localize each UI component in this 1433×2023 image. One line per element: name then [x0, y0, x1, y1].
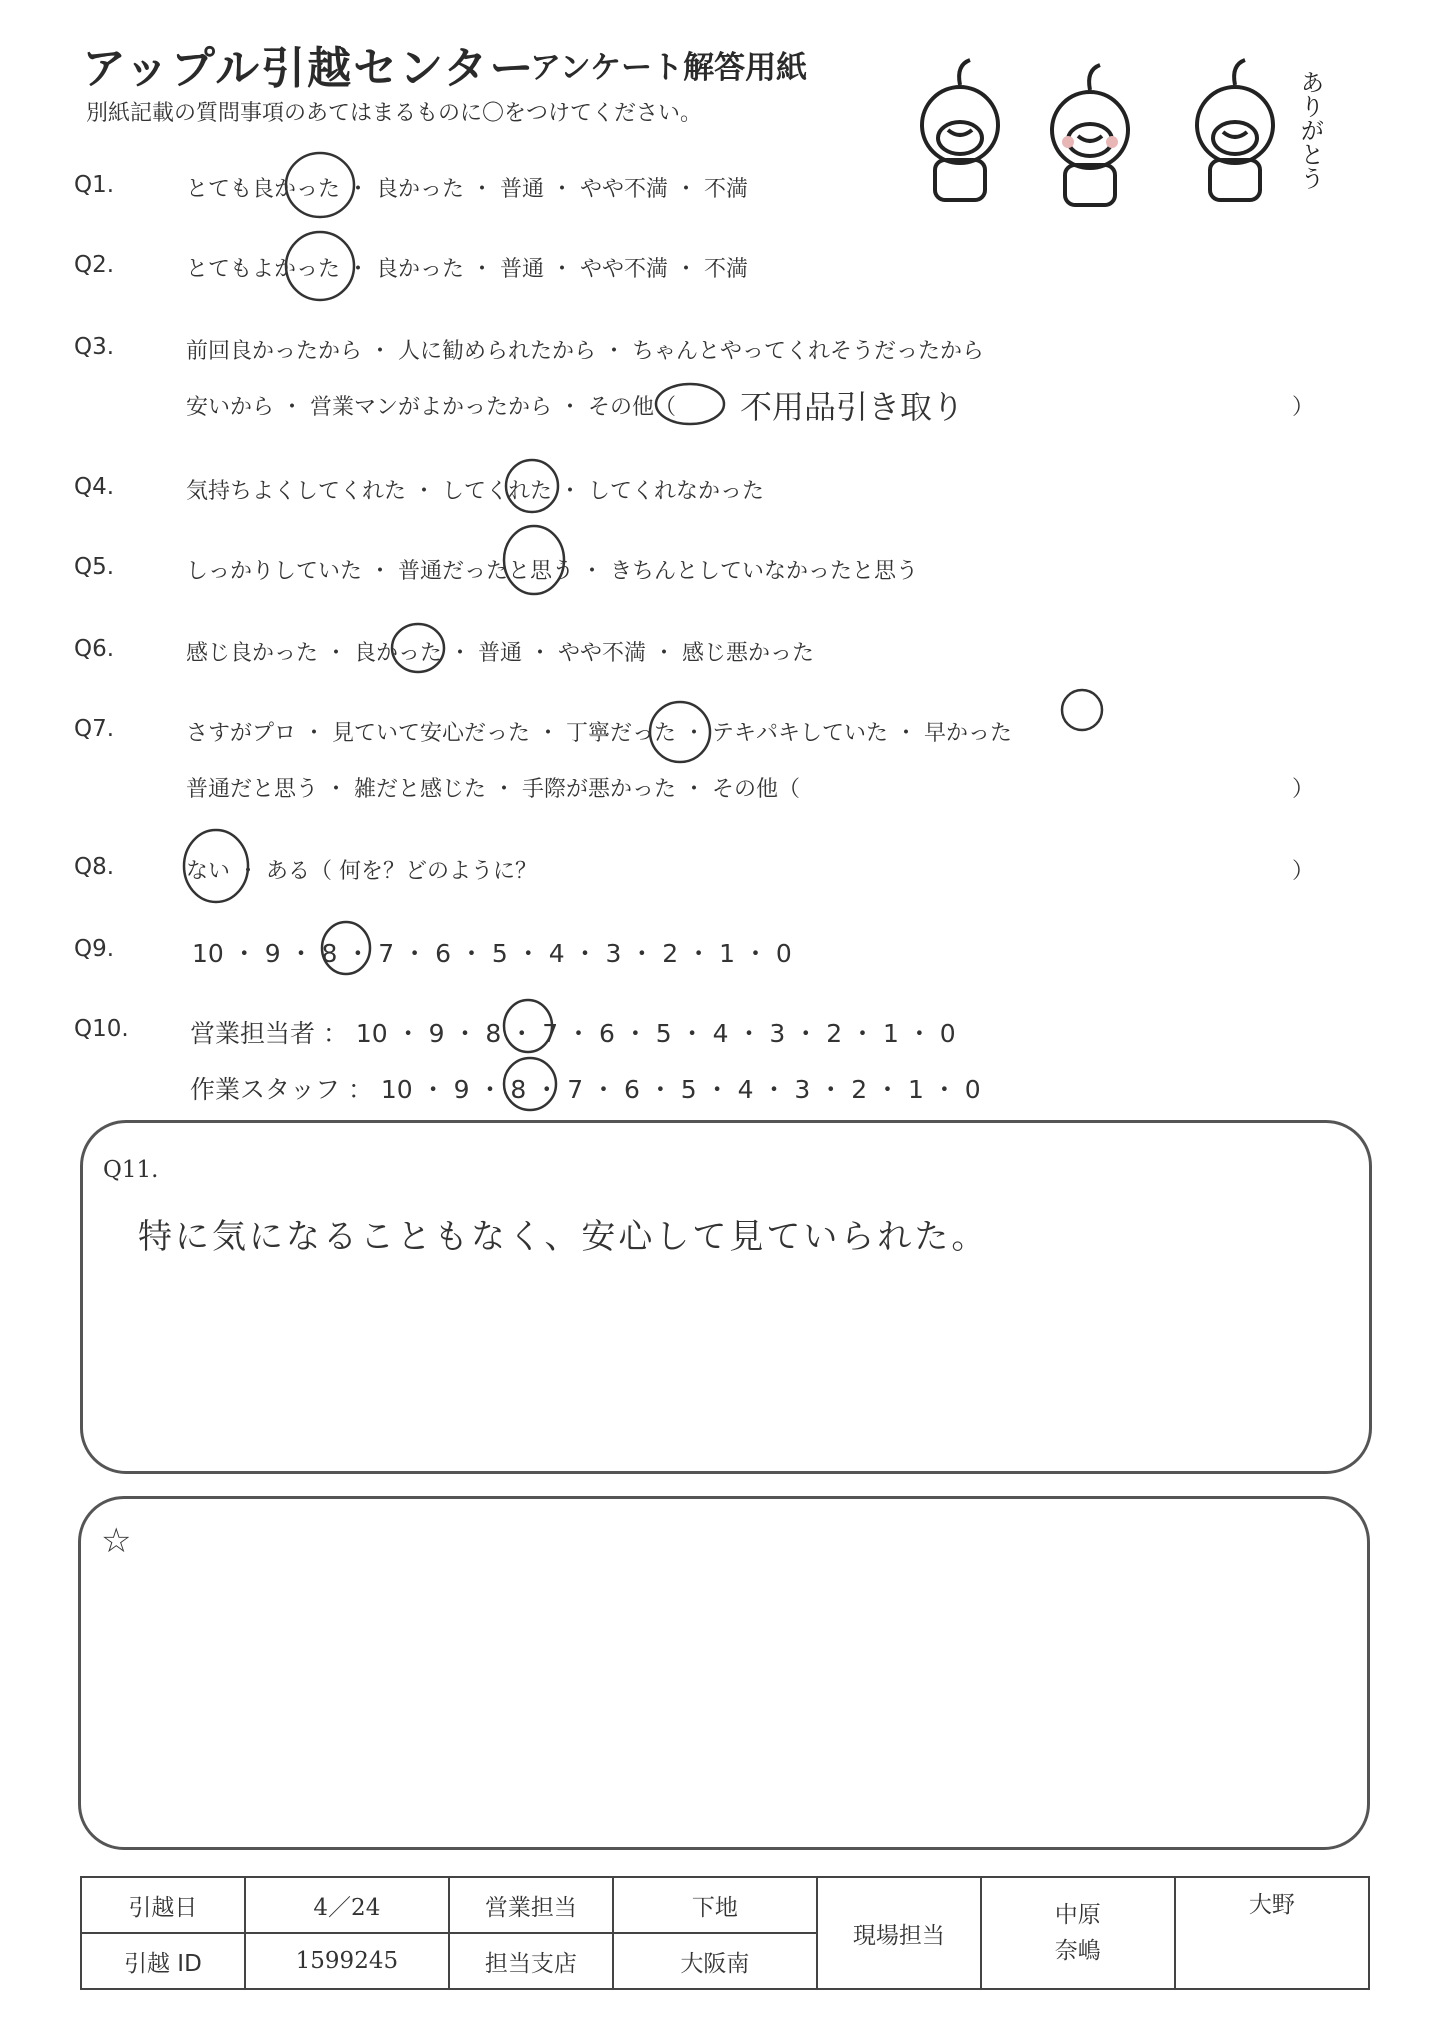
- q10-staff-selected-circle: [504, 1058, 556, 1110]
- q9-label: Q9.: [74, 936, 115, 962]
- q7-options-line1: さすがプロ ・ 見ていて安心だった ・ 丁寧だった ・ テキパキしていた ・ 早かった: [186, 721, 1012, 746]
- site-staff-1: 中原: [1054, 1902, 1101, 1928]
- q10-staff-scale: 作業スタッフ ： 10 ・ 9 ・ 8 ・ 7 ・ 6 ・ 5 ・ 4 ・ 3 ・ 2 ・ 1 ・ 0: [190, 1075, 981, 1104]
- q8-options: ない ・ ある（ 何を？どのように？: [186, 859, 537, 884]
- branch-label: 担当支店: [449, 1933, 613, 1989]
- thanks-text: ありがとう: [1296, 70, 1324, 190]
- q3-selected-circle: [656, 384, 724, 424]
- q11-label: Q11.: [103, 1157, 159, 1183]
- q3-options-line2: 安いから ・ 営業マンがよかったから ・ その他（: [186, 395, 676, 420]
- q7-label: Q7.: [74, 716, 115, 742]
- site-staff-2: 奈嶋: [1054, 1938, 1101, 1964]
- footer-info-table: [80, 1876, 1370, 1990]
- q3-close-paren: ）: [1292, 395, 1315, 420]
- branch-value: 大阪南: [613, 1933, 817, 1989]
- move-date-label: 引越日: [81, 1877, 245, 1933]
- q4-options: 気持ちよくしてくれた ・ してくれた ・ してくれなかった: [186, 479, 764, 504]
- move-id-label: 引越 ID: [81, 1933, 245, 1989]
- q11-comment-box[interactable]: [80, 1120, 1372, 1474]
- q9-scale: 10 ・ 9 ・ 8 ・ 7 ・ 6 ・ 5 ・ 4 ・ 3 ・ 2 ・ 1 ・ 0: [192, 939, 792, 968]
- q1-options: とても良かった ・ 良かった ・ 普通 ・ やや不満 ・ 不満: [186, 177, 748, 202]
- q6-options: 感じ良かった ・ 良かった ・ 普通 ・ やや不満 ・ 感じ悪かった: [186, 641, 814, 666]
- q10-sales-scale: 営業担当者 ： 10 ・ 9 ・ 8 ・ 7 ・ 6 ・ 5 ・ 4 ・ 3 ・ 2 ・ 1 ・ 0: [190, 1019, 956, 1048]
- q5-options: しっかりしていた ・ 普通だったと思う ・ きちんとしていなかったと思う: [186, 559, 918, 584]
- site-staff-3: 大野: [1175, 1877, 1369, 1989]
- q10-sales-selected-circle: [504, 1000, 552, 1052]
- q3-label: Q3.: [74, 334, 115, 360]
- star-comment-box[interactable]: [78, 1496, 1370, 1850]
- q4-selected-circle: [506, 460, 558, 512]
- sales-value: 下地: [613, 1877, 817, 1933]
- site-staff-label: 現場担当: [817, 1877, 981, 1989]
- q4-label: Q4.: [74, 474, 115, 500]
- q5-selected-circle: [504, 526, 564, 594]
- q2-label: Q2.: [74, 252, 115, 278]
- instruction-text: 別紙記載の質問事項のあてはまるものに〇をつけてください。: [86, 101, 703, 126]
- q3-other-answer: 不用品引き取り: [740, 388, 965, 426]
- q1-selected-circle: [286, 153, 354, 217]
- q2-options: とてもよかった ・ 良かった ・ 普通 ・ やや不満 ・ 不満: [186, 257, 748, 282]
- q7-selected-circle-2: [1062, 690, 1102, 730]
- q6-label: Q6.: [74, 636, 115, 662]
- q3-options-line1: 前回良かったから ・ 人に勧められたから ・ ちゃんとやってくれそうだったから: [186, 339, 984, 364]
- q5-label: Q5.: [74, 554, 115, 580]
- q7-close-paren: ）: [1292, 777, 1315, 802]
- q10-label: Q10.: [74, 1016, 129, 1042]
- q9-selected-circle: [322, 922, 370, 974]
- q7-options-line2: 普通だと思う ・ 雑だと感じた ・ 手際が悪かった ・ その他（: [186, 777, 800, 802]
- q8-label: Q8.: [74, 854, 115, 880]
- sales-label: 営業担当: [449, 1877, 613, 1933]
- form-subtitle: アンケート解答用紙: [530, 50, 808, 86]
- move-date-value: 4／24: [245, 1877, 449, 1933]
- q2-selected-circle: [286, 232, 354, 300]
- q7-selected-circle-1: [650, 702, 710, 762]
- star-label: ☆: [101, 1521, 132, 1561]
- q1-label: Q1.: [74, 172, 115, 198]
- move-id-value: 1599245: [245, 1933, 449, 1989]
- site-staff-cell: [981, 1877, 1175, 1989]
- q11-answer-text: 特に気になることもなく、安心して見ていられた。: [138, 1217, 989, 1257]
- company-title: アップル引越センター: [82, 43, 536, 94]
- q6-selected-circle: [392, 624, 444, 672]
- q8-close-paren: ）: [1292, 859, 1315, 884]
- q8-selected-circle: [184, 830, 248, 902]
